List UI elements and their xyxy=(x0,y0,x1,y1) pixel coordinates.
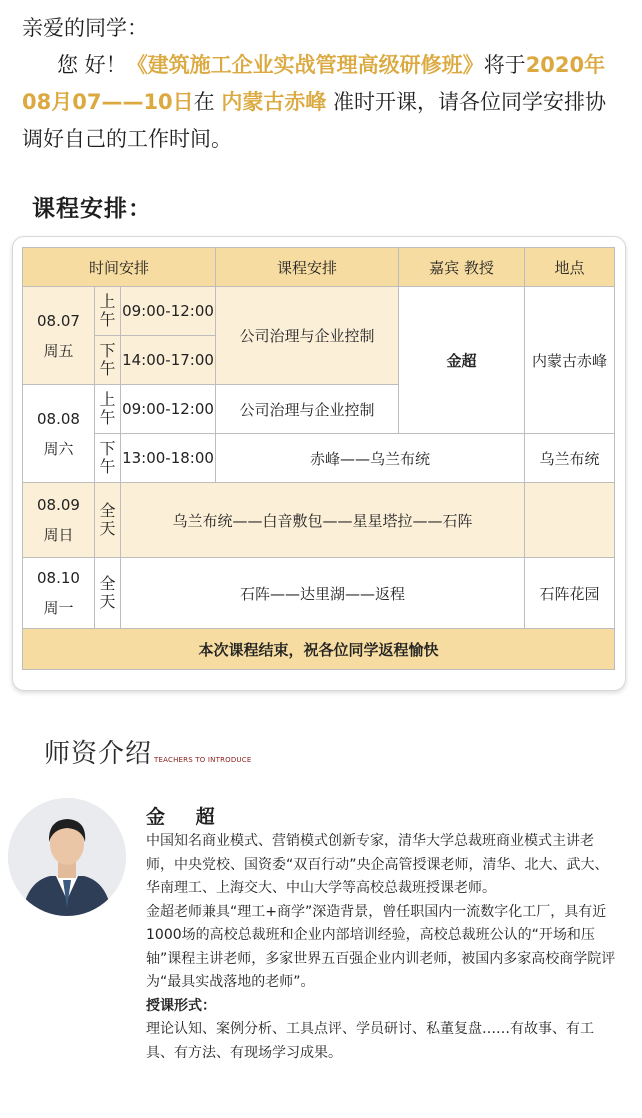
at-text: 在 xyxy=(193,90,222,114)
day-date: 08.07 xyxy=(37,311,80,330)
header-place: 地点 xyxy=(525,248,615,287)
table-row xyxy=(23,287,615,336)
half-day-cell: 全天 xyxy=(95,558,121,629)
half-day-cell: 下午 xyxy=(95,336,121,385)
place-cell: 石阵花园 xyxy=(525,558,615,629)
intro-text xyxy=(22,47,626,158)
teacher-section-heading xyxy=(44,733,251,770)
table-header-row xyxy=(23,248,615,287)
half-day-cell: 全天 xyxy=(95,483,121,558)
table-row xyxy=(23,434,615,483)
half-day-cell: 上午 xyxy=(95,385,121,434)
place-cell xyxy=(525,483,615,558)
time-cell: 09:00-12:00 xyxy=(121,385,216,434)
course-location: 内蒙古赤峰 xyxy=(221,90,327,114)
course-cell: 赤峰——乌兰布统 xyxy=(216,434,525,483)
place-cell: 乌兰布统 xyxy=(525,434,615,483)
header-teacher: 嘉宾 教授 xyxy=(399,248,525,287)
day-date: 08.10 xyxy=(37,569,80,587)
day-weekday: 周五 xyxy=(43,341,74,360)
teaching-format-text: 理论认知、案例分析、工具点评、学员研讨、私董复盘……有故事、有工具、有方法、有现场学习成果。 xyxy=(146,1021,594,1061)
course-cell: 公司治理与企业控制 xyxy=(216,385,399,434)
day-cell xyxy=(23,483,95,558)
day-weekday: 周日 xyxy=(43,526,74,544)
hello-text: 您 好！ xyxy=(57,53,127,77)
course-date: 2020年08月07——10日 xyxy=(22,53,606,114)
day-cell xyxy=(23,385,95,483)
table-row xyxy=(23,483,615,558)
course-name: 《建筑施工企业实战管理高级研修班》 xyxy=(126,53,484,77)
half-day-cell: 上午 xyxy=(95,287,121,336)
table-row xyxy=(23,558,615,629)
rest-text: 准时开课，请各位同学安排协调好自己的工作时间。 xyxy=(22,90,607,151)
greeting: 亲爱的同学： xyxy=(22,16,148,40)
day-date: 08.08 xyxy=(37,409,80,428)
will-be-text: 将于 xyxy=(483,53,526,77)
teacher-name: 金 超 xyxy=(146,806,227,828)
intro-paragraph xyxy=(22,10,626,158)
header-course: 课程安排 xyxy=(216,248,399,287)
teacher-avatar xyxy=(8,798,126,916)
teacher-bio-paragraph: 中国知名商业模式、营销模式创新专家，清华大学总裁班商业模式主讲老师，中央党校、国资委“双百行动”央企高管授课老师，清华、北大、武大、华南理工、上海交大、中山大学等高校总裁班授课老师。 xyxy=(146,833,609,896)
schedule-table xyxy=(22,247,615,670)
day-weekday: 周一 xyxy=(43,599,74,617)
schedule-section-title: 课程安排： xyxy=(32,196,152,222)
teacher-bio xyxy=(146,830,618,1065)
time-cell: 14:00-17:00 xyxy=(121,336,216,385)
teacher-portrait-icon xyxy=(8,798,126,916)
teacher-cell: 金超 xyxy=(399,287,525,434)
course-cell: 公司治理与企业控制 xyxy=(216,287,399,385)
place-cell: 内蒙古赤峰 xyxy=(525,287,615,434)
day-cell xyxy=(23,558,95,629)
table-footer-row xyxy=(23,629,615,670)
day-weekday: 周六 xyxy=(43,439,74,458)
teaching-format-label: 授课形式： xyxy=(146,997,216,1014)
header-time: 时间安排 xyxy=(23,248,216,287)
teacher-bio-paragraph: 金超老师兼具“理工+商学”深造背景，曾任职国内一流数字化工厂，具有近1000场的高校总裁班和企业内部培训经验，高校总裁班公认的“开场和压轴”课程主讲老师，多家世界五百强企业内训老师，被国内多家高校商学院评为“最具实战落地的老师”。 xyxy=(146,903,616,990)
teacher-section-subtitle: TEACHERS TO INTRODUCE xyxy=(154,756,252,764)
time-cell: 09:00-12:00 xyxy=(121,287,216,336)
day-date: 08.09 xyxy=(37,496,80,514)
half-day-cell: 下午 xyxy=(95,434,121,483)
day-cell xyxy=(23,287,95,385)
time-cell: 13:00-18:00 xyxy=(121,434,216,483)
table-footer: 本次课程结束，祝各位同学返程愉快 xyxy=(23,629,615,670)
course-cell: 石阵——达里湖——返程 xyxy=(121,558,525,629)
course-cell: 乌兰布统——白音敷包——星星塔拉——石阵 xyxy=(121,483,525,558)
teacher-section-title: 师资介绍 xyxy=(44,739,153,769)
